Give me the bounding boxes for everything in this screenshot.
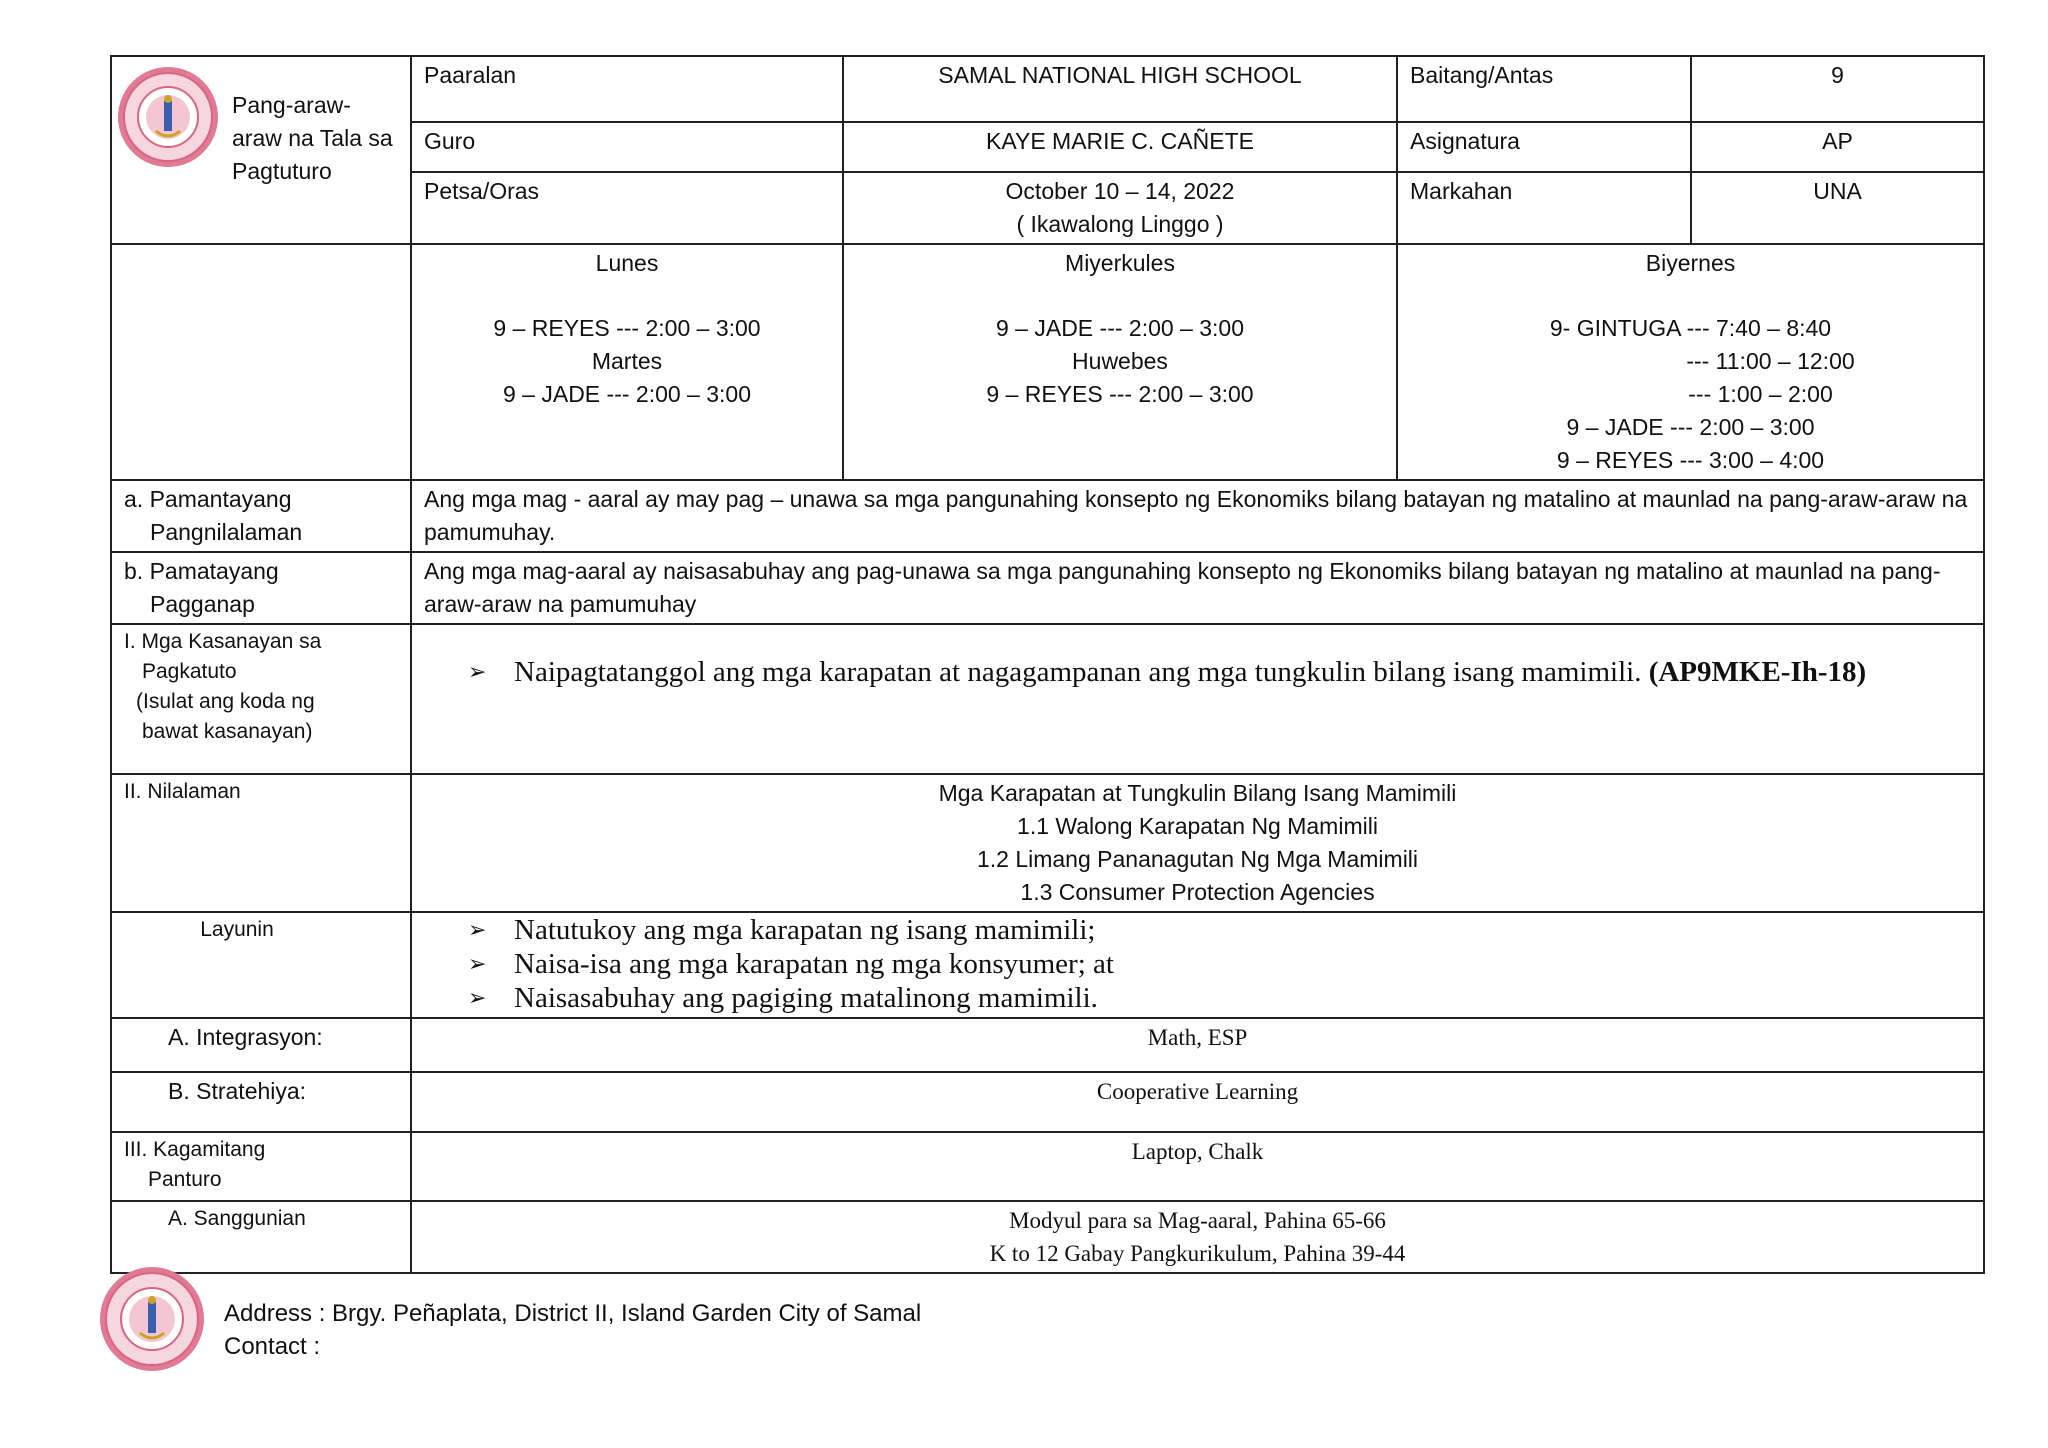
arrowhead-bullet-icon: ➢: [468, 917, 487, 942]
materials-label: [111, 1132, 411, 1201]
header-title-cell: [111, 56, 411, 244]
day-label: Biyernes: [1645, 250, 1736, 276]
schedule-col-1: [411, 244, 843, 480]
daily-lesson-log-table: [110, 55, 1985, 1274]
arrowhead-bullet-icon: ➢: [468, 985, 487, 1010]
competency-value-cell: [411, 624, 1984, 774]
objectives-list: [411, 912, 1984, 1018]
schedule-line: 9 – REYES --- 2:00 – 3:00: [986, 381, 1254, 407]
strategy-value: Cooperative Learning: [411, 1072, 1984, 1132]
references-label: A. Sanggunian: [111, 1201, 411, 1273]
date-value: [843, 172, 1397, 244]
schedule-col-2: [843, 244, 1397, 480]
doc-title-line: araw na Tala sa: [232, 125, 393, 151]
schedule-line: 9- GINTUGA --- 7:40 – 8:40: [1549, 315, 1832, 341]
competency-text: Naipagtatanggol ang mga karapatan at nagagampanan ang mga tungkulin bilang isang mamimili.: [514, 656, 1642, 688]
subject-label: Asignatura: [1397, 122, 1691, 172]
school-seal-logo: [98, 1265, 206, 1373]
arrowhead-bullet-icon: ➢: [468, 951, 487, 976]
doc-title-line: Pang-araw-: [232, 92, 351, 118]
content-line: 1.3 Consumer Protection Agencies: [1020, 879, 1375, 905]
integration-value: Math, ESP: [411, 1018, 1984, 1072]
schedule-line: --- 11:00 – 12:00: [1686, 348, 1855, 374]
content-line: 1.2 Limang Pananagutan Ng Mga Mamimili: [976, 846, 1419, 872]
performance-standard-label: [111, 552, 411, 624]
week-label: ( Ikawalong Linggo ): [1016, 211, 1224, 237]
date-label: Petsa/Oras: [411, 172, 843, 244]
teacher-value: KAYE MARIE C. CAÑETE: [843, 122, 1397, 172]
label-line: Pagkatuto: [142, 660, 237, 683]
subject-value: AP: [1691, 122, 1984, 172]
competency-label: [111, 624, 411, 774]
content-line: Mga Karapatan at Tungkulin Bilang Isang Mamimili: [938, 780, 1457, 806]
content-standard-label: [111, 480, 411, 552]
objectives-label: Layunin: [111, 912, 411, 1018]
reference-line: Modyul para sa Mag-aaral, Pahina 65-66: [1009, 1208, 1386, 1233]
objective-text: Natutukoy ang mga karapatan ng isang mamimili;: [514, 914, 1096, 946]
school-seal-logo: [116, 65, 220, 169]
day-label: Miyerkules: [1065, 250, 1175, 276]
label-line: III. Kagamitang: [124, 1138, 266, 1161]
label-line: b. Pamatayang: [124, 558, 279, 584]
label-line: Pagganap: [150, 591, 255, 617]
school-label: Paaralan: [411, 56, 843, 122]
quarter-value: UNA: [1691, 172, 1984, 244]
schedule-line: 9 – REYES --- 3:00 – 4:00: [1556, 447, 1825, 473]
footer-address: Address : Brgy. Peñaplata, District II, Island Garden City of Samal: [224, 1300, 922, 1327]
label-line: Panturo: [148, 1168, 222, 1191]
schedule-line: 9 – REYES --- 2:00 – 3:00: [493, 315, 761, 341]
objective-text: Naisa-isa ang mga karapatan ng mga konsyumer; at: [514, 948, 1114, 980]
schedule-line: 9 – JADE --- 2:00 – 3:00: [1566, 414, 1815, 440]
teacher-label: Guro: [411, 122, 843, 172]
schedule-line: 9 – JADE --- 2:00 – 3:00: [502, 381, 751, 407]
day-label: Huwebes: [1072, 348, 1168, 374]
objective-text: Naisasabuhay ang pagiging matalinong mamimili.: [514, 982, 1098, 1014]
schedule-blank-cell: [111, 244, 411, 480]
school-value: SAMAL NATIONAL HIGH SCHOOL: [843, 56, 1397, 122]
content-line: 1.1 Walong Karapatan Ng Mamimili: [1017, 813, 1378, 839]
objective-item: [468, 981, 1971, 1015]
objective-item: [468, 913, 1971, 947]
date-range: October 10 – 14, 2022: [1005, 178, 1235, 204]
integration-label: A. Integrasyon:: [111, 1018, 411, 1072]
label-line: I. Mga Kasanayan sa: [124, 630, 322, 653]
content-value: [411, 774, 1984, 912]
label-line: Pangnilalaman: [150, 519, 303, 545]
reference-line: K to 12 Gabay Pangkurikulum, Pahina 39-44: [989, 1241, 1406, 1266]
schedule-line: --- 1:00 – 2:00: [1688, 381, 1833, 407]
performance-standard-value: Ang mga mag-aaral ay naisasabuhay ang pag-unawa sa mga pangunahing konsepto ng Ekonomiks bilang batayan ng matalino at maunlad na pang-araw-araw na pamumuhay: [411, 552, 1984, 624]
doc-title-line: Pagtuturo: [232, 158, 332, 184]
grade-label: Baitang/Antas: [1397, 56, 1691, 122]
competency-code: (AP9MKE-Ih-18): [1648, 656, 1867, 688]
label-line: bawat kasanayan): [142, 720, 313, 743]
schedule-col-3: [1397, 244, 1984, 480]
schedule-line: 9 – JADE --- 2:00 – 3:00: [995, 315, 1244, 341]
content-label: II. Nilalaman: [111, 774, 411, 912]
day-label: Lunes: [595, 250, 659, 276]
content-standard-value: Ang mga mag - aaral ay may pag – unawa sa mga pangunahing konsepto ng Ekonomiks bilang batayan ng matalino at maunlad na pang-araw-araw na pamumuhay.: [411, 480, 1984, 552]
objective-item: [468, 947, 1971, 981]
strategy-label: B. Stratehiya:: [111, 1072, 411, 1132]
footer-contact: Contact :: [224, 1333, 321, 1360]
grade-value: 9: [1691, 56, 1984, 122]
materials-value: Laptop, Chalk: [411, 1132, 1984, 1201]
references-value: [411, 1201, 1984, 1273]
quarter-label: Markahan: [1397, 172, 1691, 244]
label-line: a. Pamantayang: [124, 486, 292, 512]
label-line: (Isulat ang koda ng: [136, 690, 315, 713]
arrowhead-bullet-icon: ➢: [468, 659, 487, 684]
day-label: Martes: [591, 348, 663, 374]
